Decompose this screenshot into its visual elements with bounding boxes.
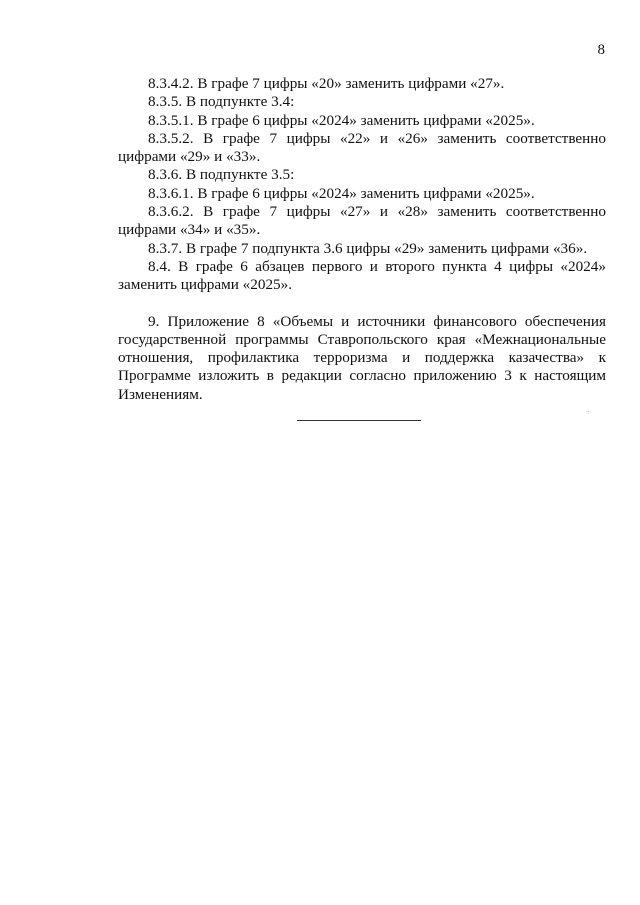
end-divider-line	[297, 420, 421, 421]
paragraph-8-3-6-1: 8.3.6.1. В графе 6 цифры «2024» заменить цифрами «2025».	[148, 184, 535, 202]
paragraph-8-3-4-2: 8.3.4.2. В графе 7 цифры «20» заменить цифрами «27».	[148, 75, 505, 92]
paragraph-8-3-6-2: 8.3.6.2. В графе 7 цифры «27» и «28» заменить соответственно цифрами «34» и «35».	[118, 203, 606, 239]
paragraph-8-3-7: 8.3.7. В графе 7 подпункта 3.6 цифры «29» заменить цифрами «36».	[148, 239, 588, 257]
paragraph-8-3-5: 8.3.5. В подпункте 3.4:	[148, 93, 295, 111]
paragraph-8-3-5-2: 8.3.5.2. В графе 7 цифры «22» и «26» заменить соответственно цифрами «29» и «33».	[118, 129, 606, 166]
scan-speck	[588, 411, 589, 412]
paragraph-8-4: 8.4. В графе 6 абзацев первого и второго пункта 4 цифры «2024» заменить цифрами «2025».	[118, 257, 606, 294]
page-number: 8	[597, 42, 605, 58]
paragraph-8-3-5-1: 8.3.5.1. В графе 6 цифры «2024» заменить цифрами «2025».	[148, 111, 535, 129]
paragraph-9: 9. Приложение 8 «Объемы и источники финансового обеспечения государственной программы Ставропольского края «Межнациональные отношения, профилактика терроризма и поддержка казачества» к Программе изложить в редакции согласно приложению 3 к настоящим Изменениям.	[118, 312, 606, 403]
paragraph-8-3-6: 8.3.6. В подпункте 3.5:	[148, 166, 295, 184]
document-body	[118, 75, 606, 404]
